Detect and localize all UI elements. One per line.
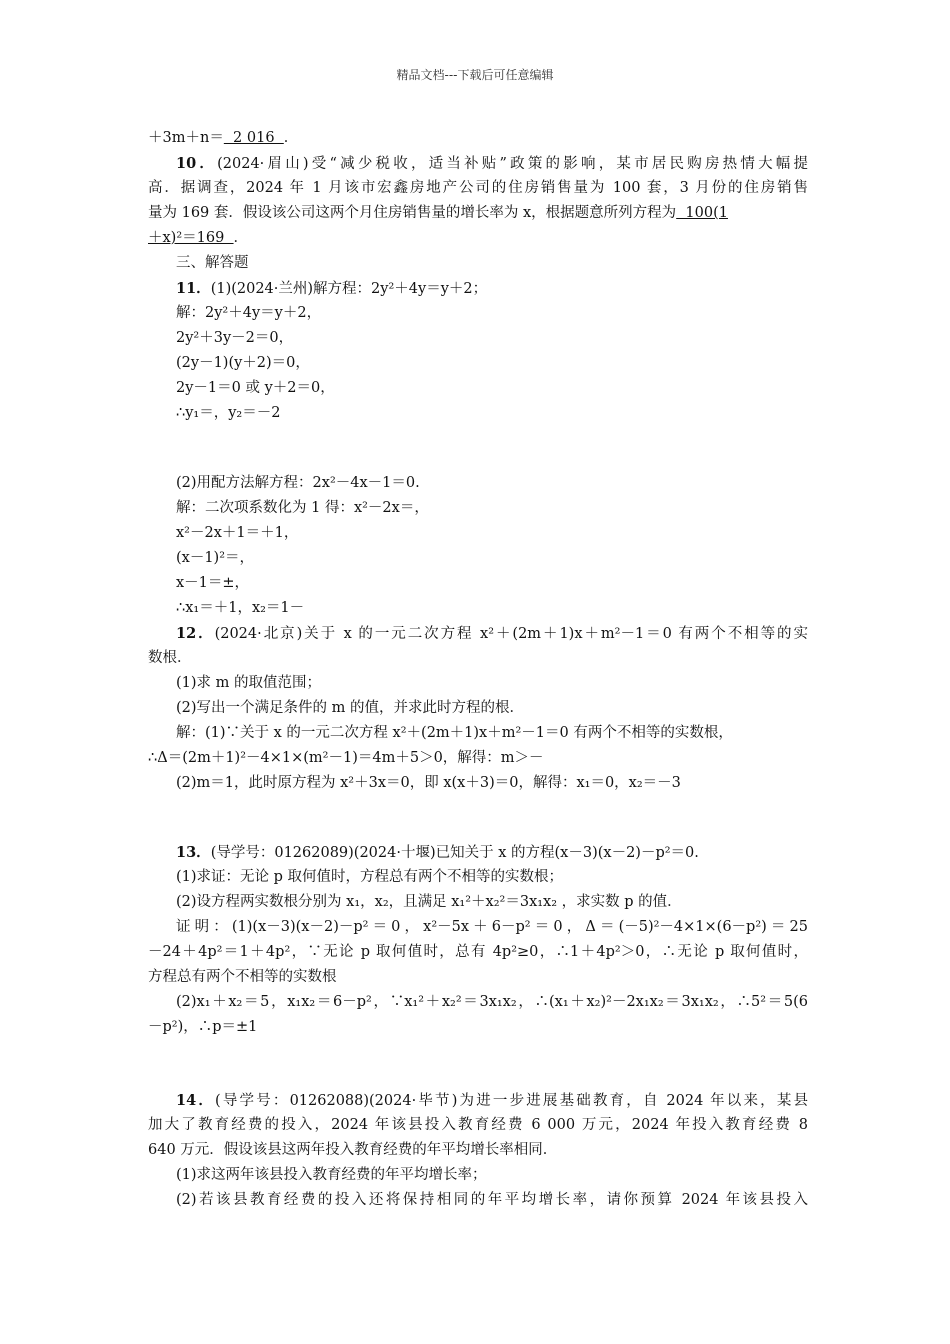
q14-line-3: 640 万元．假设该县这两年投入教育经费的年平均增长率相同． [148,1142,558,1158]
document-body [148,126,808,1213]
q10-line-3 [148,201,808,226]
q14-line-4: (1)求这两年该县投入教育经费的年平均增长率； [176,1167,487,1183]
q12-line-1 [148,621,808,646]
q11-step: ∴x₁＝＋1，x₂＝1－ [176,600,305,616]
text: (2024·北京)关于 x 的一元二次方程 x²＋(2m＋1)x＋m²－1＝0 有两个不相等的实 [214,626,808,642]
answer-line-9 [148,126,808,151]
q11-step: ∴y₁＝，y₂＝－2 [176,405,281,421]
spacer [148,1040,808,1088]
q13-line-1 [148,840,808,865]
q13-proof-5: －p²)，∴p＝±1 [148,1019,258,1035]
q11-step: 2y－1＝0 或 y＋2＝0， [176,380,335,396]
q13-proof-2: －24＋4p²＝1＋4p²，∵无论 p 取何值时，总有 4p²≥0，∴1＋4p²＞0，∴无论 p 取何值时， [148,944,808,960]
text: 量为 169 套．假设该公司这两个月住房销售量的增长率为 x，根据题意所列方程为 [148,205,677,221]
q11-part-2: (2)用配方法解方程：2x²－4x－1＝0. [176,475,420,491]
q11-step: (2y－1)(y＋2)＝0， [176,355,310,371]
q11-step: 解：二次项系数化为 1 得：x²－2x＝， [176,500,429,516]
q11-line-1 [148,276,808,301]
page-header: 精品文档---下载后可任意编辑 [396,68,554,82]
q13-proof-3: 方程总有两个不相等的实数根 [148,969,337,985]
answer-blank: ＋x)²＝169 [148,230,234,246]
spacer [148,426,808,471]
q13-line-3: (2)设方程两实数根分别为 x₁，x₂，且满足 x₁²＋x₂²＝3x₁x₂ ，求实数 p 的值． [176,894,682,910]
q12-solution-3: (2)m＝1，此时原方程为 x²＋3x＝0，即 x(x＋3)＝0，解得：x₁＝0，x₂＝－3 [176,775,681,791]
question-number: 13． [176,844,211,861]
text: (导学号：01262089)(2024·十堰)已知关于 x 的方程(x－3)(x－2)－p²＝0. [210,845,699,861]
text: 受“减少税收，适当补贴”政策的影响，某市居民购房热情大幅提 [308,156,809,172]
q12-solution-2: ∴Δ＝(2m＋1)²－4×1×(m²－1)＝4m＋5＞0，解得：m＞－ [148,750,544,766]
q12-line-4: (2)写出一个满足条件的 m 的值，并求此时方程的根． [176,700,525,716]
q11-step: (x－1)²＝， [176,550,255,566]
q12-line-3: (1)求 m 的取值范围； [176,675,322,691]
spacer [148,796,808,840]
text: ＋3m＋n＝ [148,130,224,146]
text: ． [283,130,299,146]
answer-blank: 100(1 [676,205,728,221]
q11-step: x－1＝±， [176,575,250,591]
q13-proof-4: (2)x₁＋x₂＝5，x₁x₂＝6－p²，∵x₁²＋x₂²＝3x₁x₂，∴(x₁＋x₂)²－2x₁x₂＝3x₁x₂，∴5²＝5(6 [176,994,808,1010]
q14-line-5: (2)若该县教育经费的投入还将保持相同的年平均增长率，请你预算 2024 年该县投入 [176,1192,808,1208]
text: (1)(2024·兰州)解方程：2y²＋4y＝y＋2； [210,281,488,297]
q11-step: x²－2x＋1＝＋1， [176,525,299,541]
text: ． [233,230,249,246]
question-number: 11． [176,280,211,297]
q14-line-1 [148,1088,808,1113]
text: (导学号：01262088)(2024·毕节)为进一步进展基础教育，自 2024 年以来，某县 [215,1093,808,1109]
answer-blank: 2 016 [223,130,284,146]
question-number: 14． [176,1092,216,1109]
q13-proof-1: 证明：(1)(x－3)(x－2)－p²＝0，x²－5x＋6－p²＝0，Δ＝(－5)²－4×1×(6－p²)＝25 [176,919,808,935]
q11-step: 2y²＋3y－2＝0， [176,330,294,346]
q10-line-1 [148,151,808,176]
question-number: 10． [176,155,218,172]
q12-line-2: 数根． [148,650,192,666]
q10-line-4 [148,226,808,251]
q14-line-2: 加大了教育经费的投入，2024 年该县投入教育经费 6 000 万元，2024 年投入教育经费 8 [148,1117,808,1133]
q10-line-2: 高．据调查，2024 年 1 月该市宏鑫房地产公司的住房销售量为 100 套，3 月份的住房销售 [148,180,808,196]
q13-line-2: (1)求证：无论 p 取何值时，方程总有两个不相等的实数根； [176,869,564,885]
q12-solution-1: 解：(1)∵关于 x 的一元二次方程 x²＋(2m＋1)x＋m²－1＝0 有两个不相等的实数根， [176,725,733,741]
question-number: 12． [176,625,215,642]
section-heading: 三、解答题 [176,255,249,271]
question-source: (2024·眉山) [217,156,309,172]
q11-step: 解：2y²＋4y＝y＋2， [176,305,322,321]
